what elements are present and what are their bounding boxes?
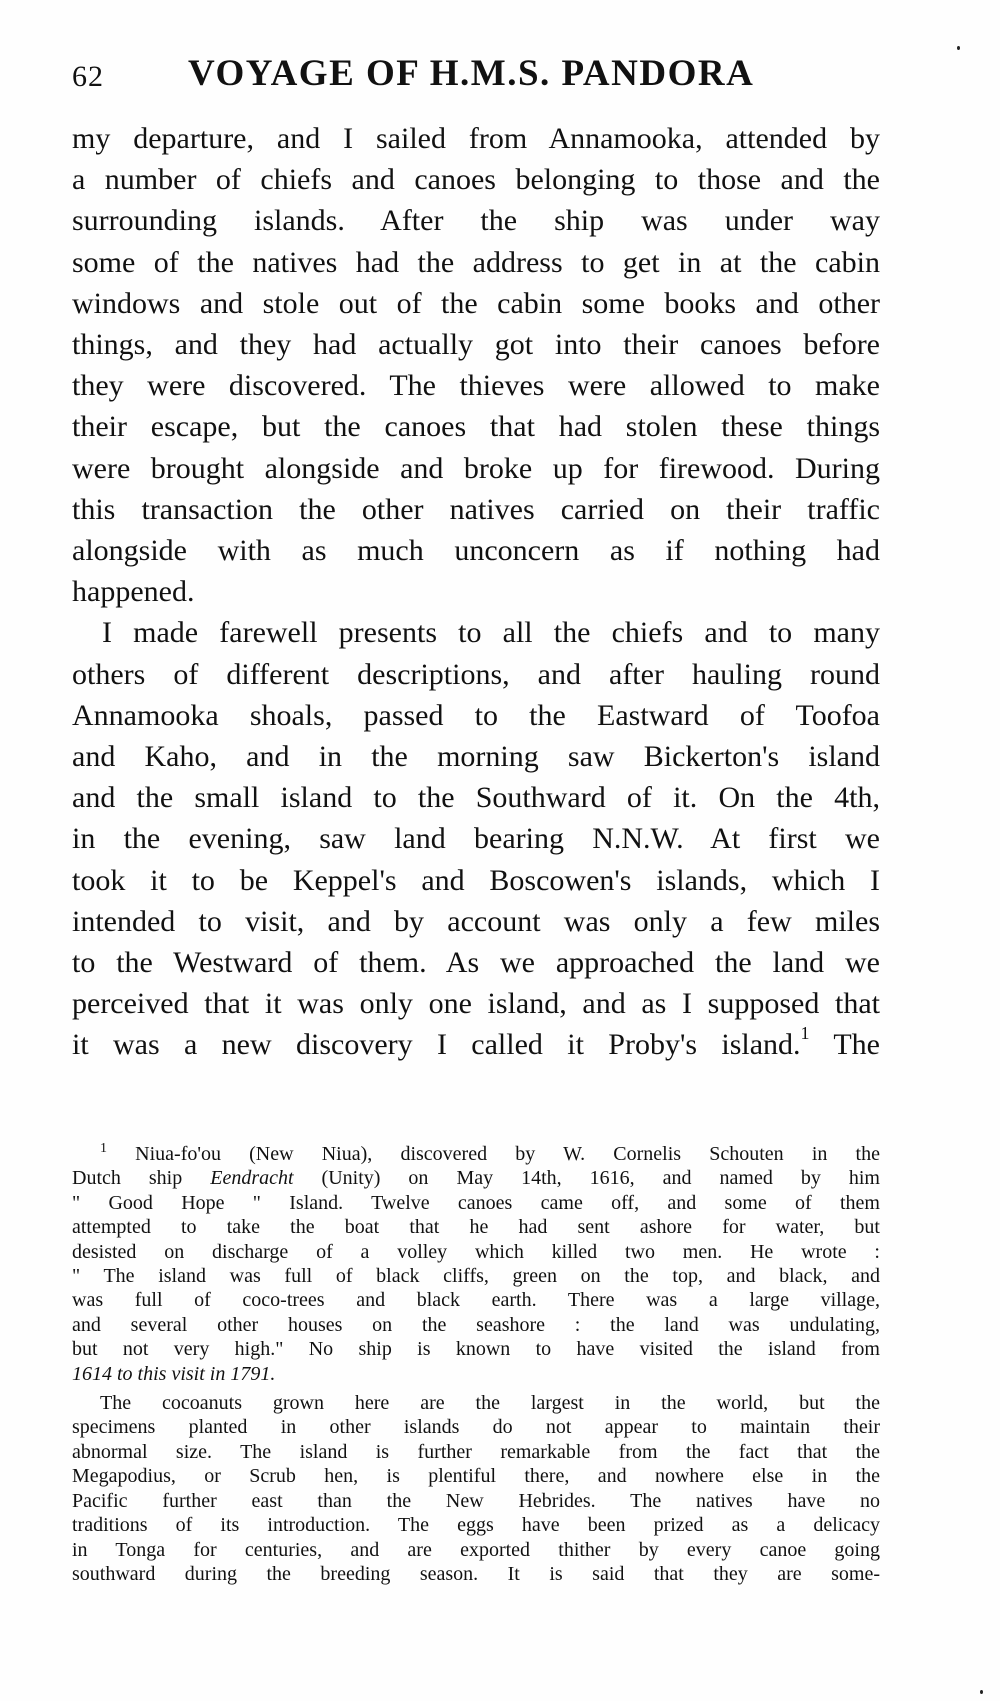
running-title: VOYAGE OF H.M.S. PANDORA bbox=[188, 53, 755, 94]
text-line: this transaction the other natives carried on their traffic bbox=[72, 492, 880, 526]
footnote-line: but not very high." No ship is known to have visited the island from bbox=[72, 1338, 880, 1361]
footnote-paragraph-1 bbox=[72, 1142, 880, 1386]
page-number: 62 bbox=[72, 60, 104, 93]
footnote-line bbox=[72, 1142, 880, 1166]
text-line: I made farewell presents to all the chiefs and to many bbox=[102, 616, 880, 650]
text-line: windows and stole out of the cabin some books and other bbox=[72, 286, 880, 320]
footnotes bbox=[72, 1142, 880, 1586]
footnote-line: Megapodius, or Scrub hen, is plentiful there, and nowhere else in the bbox=[72, 1465, 880, 1488]
footnote-line: abnormal size. The island is further remarkable from the fact that the bbox=[72, 1440, 880, 1463]
text-line: my departure, and I sailed from Annamooka, attended by bbox=[72, 122, 880, 155]
text-fragment: (Unity) on May 14th, 1616, and named by him bbox=[293, 1167, 880, 1190]
text-line bbox=[72, 1024, 880, 1065]
paragraph-2 bbox=[72, 612, 880, 1065]
text-fragment: it was a new discovery I called it Proby's island. bbox=[72, 1028, 801, 1062]
text-line: were brought alongside and broke up for firewood. During bbox=[72, 451, 880, 485]
footnote-line: " The island was full of black cliffs, green on the top, and black, and bbox=[72, 1265, 880, 1288]
scan-speck bbox=[957, 46, 960, 50]
text-line: a number of chiefs and canoes belonging to those and the bbox=[72, 163, 880, 197]
ship-name: Eendracht bbox=[210, 1167, 294, 1190]
footnote-line: specimens planted in other islands do not appear to maintain their bbox=[72, 1416, 880, 1439]
footnote-line: southward during the breeding season. It is said that they are some- bbox=[72, 1562, 880, 1585]
footnote-line: and several other houses on the seashore : the land was undulating, bbox=[72, 1313, 880, 1336]
text-fragment: Niua-fo'ou (New Niua), discovered by W. Cornelis Schouten in the bbox=[135, 1143, 880, 1165]
text-line: happened. bbox=[72, 575, 195, 609]
footnote-line: Pacific further east than the New Hebrides. The natives have no bbox=[72, 1489, 880, 1512]
text-line: intended to visit, and by account was only a few miles bbox=[72, 904, 880, 938]
footnote-line: attempted to take the boat that he had sent ashore for water, but bbox=[72, 1216, 880, 1239]
text-line: some of the natives had the address to get in at the cabin bbox=[72, 245, 880, 279]
text-line: Annamooka shoals, passed to the Eastward of Toofoa bbox=[72, 698, 880, 732]
text-line: and the small island to the Southward of it. On the 4th, bbox=[72, 781, 880, 815]
main-text bbox=[72, 118, 880, 1066]
footnote-line bbox=[72, 1166, 880, 1190]
text-line: they were discovered. The thieves were allowed to make bbox=[72, 369, 880, 403]
text-line: surrounding islands. After the ship was under way bbox=[72, 204, 880, 238]
text-line: things, and they had actually got into their canoes before bbox=[72, 328, 880, 362]
text-line: perceived that it was only one island, and as I supposed that bbox=[72, 987, 880, 1021]
text-fragment: Dutch ship bbox=[72, 1167, 211, 1190]
scan-speck bbox=[980, 1690, 983, 1694]
footnote-line: in Tonga for centuries, and are exported thither by every canoe going bbox=[72, 1538, 880, 1561]
footnote-line: desisted on discharge of a volley which killed two men. He wrote : bbox=[72, 1240, 880, 1263]
footnote-reference[interactable]: 1 bbox=[800, 1023, 810, 1044]
footnote-line: " Good Hope " Island. Twelve canoes came off, and some of them bbox=[72, 1191, 880, 1214]
text-line: alongside with as much unconcern as if nothing had bbox=[72, 534, 880, 568]
paragraph-1 bbox=[72, 118, 880, 612]
text-line: others of different descriptions, and after hauling round bbox=[72, 657, 880, 691]
footnote-line: 1614 to this visit in 1791. bbox=[72, 1362, 276, 1385]
text-line: in the evening, saw land bearing N.N.W. At first we bbox=[72, 822, 880, 856]
text-fragment: The bbox=[809, 1028, 880, 1062]
footnote-line: was full of coco-trees and black earth. There was a large village, bbox=[72, 1289, 880, 1312]
footnote-line: The cocoanuts grown here are the largest in the world, but the bbox=[100, 1392, 880, 1415]
text-line: to the Westward of them. As we approached the land we bbox=[72, 946, 880, 980]
footnote-line: traditions of its introduction. The eggs have been prized as a delicacy bbox=[72, 1514, 880, 1537]
text-line: took it to be Keppel's and Boscowen's islands, which I bbox=[72, 863, 880, 897]
text-line: and Kaho, and in the morning saw Bickerton's island bbox=[72, 740, 880, 774]
footnote-marker: 1 bbox=[100, 1141, 107, 1156]
footnote-paragraph-2 bbox=[72, 1391, 880, 1586]
page-header bbox=[72, 52, 872, 100]
text-line: their escape, but the canoes that had stolen these things bbox=[72, 410, 880, 444]
